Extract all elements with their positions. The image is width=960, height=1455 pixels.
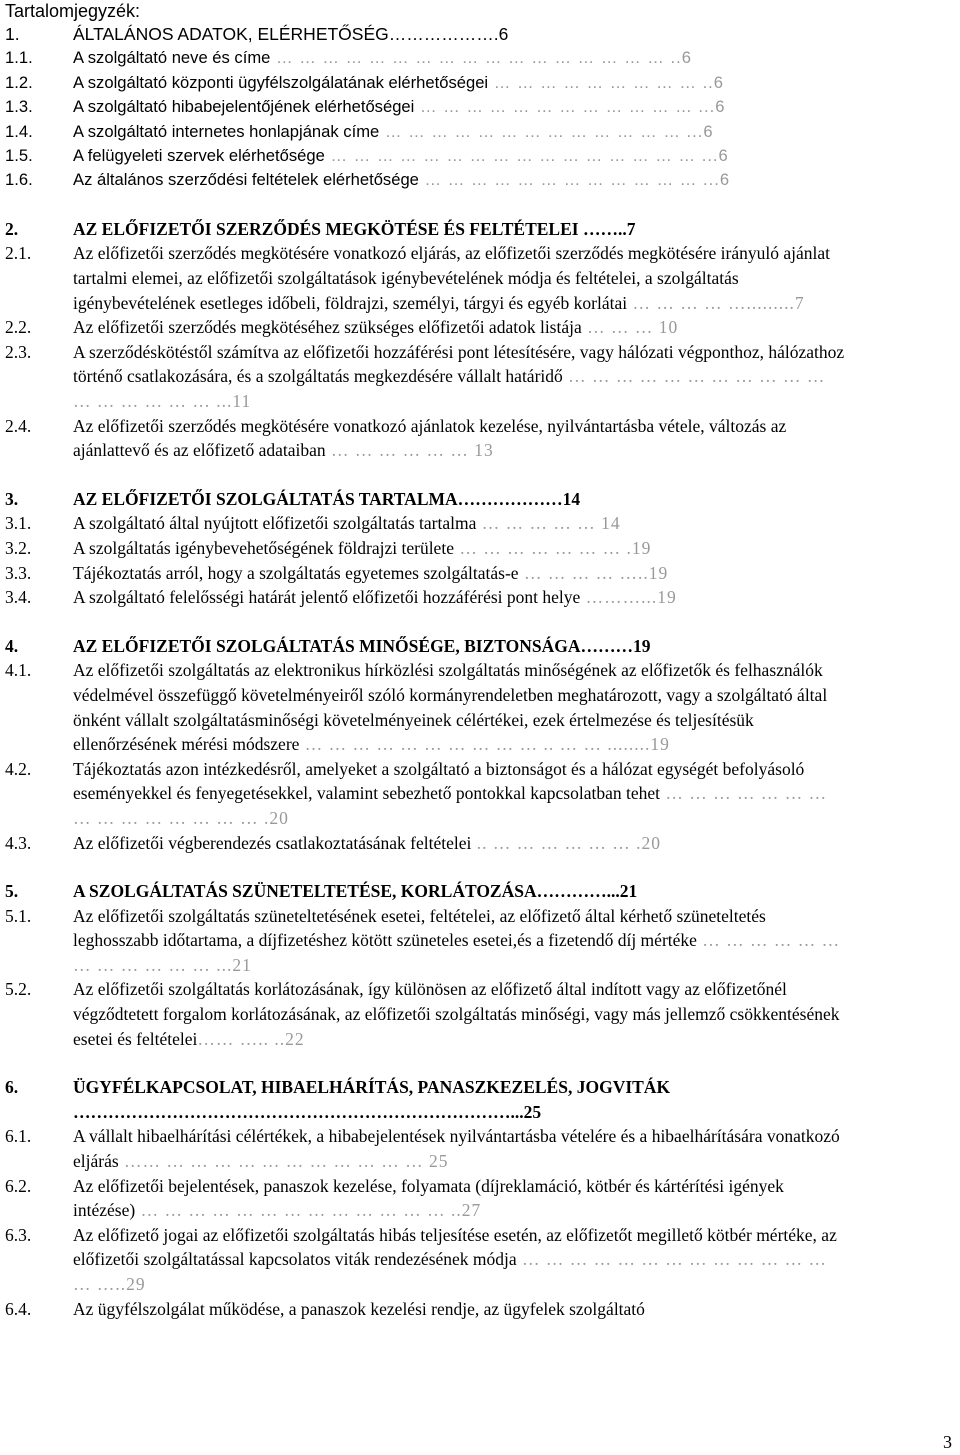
entry-title: A szolgáltatás igénybevehetőségének földrajzi területe [73,537,454,558]
toc-entry [5,1223,845,1297]
toc-title: Tartalomjegyzék: [5,1,141,21]
entry-text [73,95,845,119]
section-number: 5. [5,881,19,902]
section-gap [5,463,845,487]
entry-text [73,1174,845,1223]
entry-title: Az előfizetői szerződés megkötésére vonatkozó eljárás, az előfizetői szerződés megkötésére irányuló ajánlat tartalmi elemei, az előfizetői szolgáltatások igénybevételének módja és feltételei, a szolgáltatás igénybevételének esetleges időbeli, földrajzi, személyi, tárgyi és egyéb korlátai [73,243,831,313]
entry-leader: … … … … … … … … … … … … ... [418,170,720,190]
toc-section-heading [5,1075,845,1124]
toc-section-heading [5,22,845,46]
entry-text [73,241,845,315]
entry-title: Tájékoztatás arról, hogy a szolgáltatás egyetemes szolgáltatás-e [73,562,519,583]
entry-text [73,904,845,978]
entry-page: 6 [719,170,731,190]
entry-number: 6.3. [5,1224,32,1245]
entry-number: 2.1. [5,243,32,264]
entry-title: Az előfizetői szolgáltatás az elektronikus hírközlési szolgáltatás minőségének az előfizetők és felhasználók védelmével összefüggő követelményeiről szóló kormányrendeletben meghatározott, vagy a szolgáltató által önként vállalt szolgáltatásminőségi követelményeinek célértékei, ezek értelmezése és teljesítésük ellenőrzésének mérési módszere [73,660,828,755]
entry-leader: … … … … … … … … … … … … … … … … … ... [73,366,826,411]
toc-entry [5,1124,845,1173]
entry-text [73,536,845,561]
entry-leader: … … … … … … … … … … .. … … ........ [299,734,651,755]
toc-entry [5,46,845,70]
entry-leader: … … … … … … … … … … … … … … … … ... [324,146,719,166]
entry-title: A szolgáltató központi ügyfélszolgálatának elérhetőségei [73,72,489,92]
entry-page: 13 [474,440,494,461]
entry-page: 6 [703,121,714,141]
section-title: A SZOLGÁLTATÁS SZÜNETELTETÉSE, KORLÁTOZÁSA…………...21 [73,881,638,902]
entry-page: 11 [232,391,252,411]
toc-entry [5,977,845,1051]
section-gap [5,1051,845,1075]
entry-page: 6 [715,97,726,117]
section-gap [5,193,845,217]
entry-text [73,144,845,168]
entry-page: 25 [429,1151,449,1172]
entry-page: 19 [648,562,669,583]
entry-leader: …… ….. .. [197,1028,286,1049]
entry-number: 3.1. [5,513,32,534]
entry-title: A szolgáltató hibabejelentőjének elérhetőségei [73,97,415,117]
entry-text [73,585,845,610]
toc-section-heading [5,879,845,904]
entry-page: ......7 [762,292,805,313]
entry-number: 1.4. [5,121,33,141]
entry-page: 19 [650,734,670,755]
toc-entry [5,585,845,610]
toc-list [5,22,845,1321]
entry-title: Az előfizetői végberendezés csatlakoztatásának feltételei [73,832,472,853]
section-title: ÜGYFÉLKAPCSOLAT, HIBAELHÁRÍTÁS, PANASZKEZELÉS, JOGVITÁK …………………………………………………………………...25 [73,1077,671,1122]
section-title: AZ ELŐFIZETŐI SZOLGÁLTATÁS TARTALMA………………14 [73,488,581,509]
entry-text [73,757,845,831]
toc-entry [5,511,845,536]
section-number: 3. [5,488,19,509]
toc-entry [5,241,845,315]
toc-entry [5,340,845,414]
entry-text [73,511,845,536]
entry-leader: … … … … … … … … … … … … … … … . [73,783,828,828]
toc-entry [5,414,845,463]
toc-entry [5,904,845,978]
section-number: 4. [5,635,19,656]
entry-leader: …… … … … … … … … … … … … [118,1151,430,1172]
entry-leader: … … … … ….. [518,562,649,583]
toc-entry [5,71,845,95]
toc-entry [5,831,845,856]
entry-title: Az előfizetői szerződés megkötésére vonatkozó ajánlatok kezelése, nyilvántartásba vétele, változás az ajánlattevő és az előfizető adataiban [73,415,787,461]
entry-leader: … … … … …... [627,292,763,313]
entry-title: A szolgáltató felelősségi határát jelentő előfizetői hozzáférési pont helye [73,587,581,608]
entry-page: 29 [126,1274,146,1294]
entry-number: 2.3. [5,341,32,362]
toc-entry [5,536,845,561]
entry-leader: ………... [580,587,658,608]
entry-page: 10 [658,317,679,338]
section-number: 2. [5,218,19,239]
section-title: AZ ELŐFIZETŐI SZOLGÁLTATÁS MINŐSÉGE, BIZTONSÁGA………19 [73,635,651,656]
entry-leader: … … … [581,317,659,338]
entry-title: Az előfizetői szolgáltatás szüneteltetésének esetei, feltételei, az előfizető által kérhető szüneteltetés leghosszabb időtartama, a díjfizetéshez kötött szüneteles esetei,és a fizetendő díj mértéke [73,905,766,951]
page-number: 3 [943,1432,952,1452]
entry-page: 21 [232,954,252,975]
entry-leader: … … … … … … … … … … … … … … ….. [73,1249,828,1294]
entry-text [73,658,845,756]
entry-leader: … … … … … [476,513,602,534]
entry-text [73,315,845,340]
section-number: 6. [5,1077,19,1098]
entry-number: 3.4. [5,587,32,608]
entry-number: 3.3. [5,562,32,583]
entry-text [73,168,845,192]
entry-leader: … … … … … … … … … … … … … ... [379,121,704,141]
entry-number: 1.6. [5,170,33,190]
toc-entry [5,561,845,586]
entry-title: Az előfizetői szolgáltatás korlátozásának, így különösen az előfizető által indított vagy az előfizetőnél végződtetett forgalom korlátozásának, az előfizetői szolgáltatás minőségi, vagy más jellemző csökkentésének esetei és feltételei [73,979,840,1049]
section-gap [5,610,845,634]
entry-page: 19 [657,587,677,608]
toc-entry [5,168,845,192]
toc-section-heading [5,487,845,512]
entry-leader: … … … … … … … … … .. [488,72,714,92]
entry-page: 14 [601,513,621,534]
toc-section [5,634,845,855]
entry-title: Tájékoztatás azon intézkedésről, amelyeket a szolgáltató a biztonságot és a hálózat egységét befolyásoló eseményekkel és fenyegetésekkel, valamint sebezhető pontokkal kapcsolatban tehet [73,758,805,804]
entry-title: A szolgáltató által nyújtott előfizetői szolgáltatás tartalma [73,513,477,534]
entry-number: 4.3. [5,832,32,853]
entry-title: A vállalt hibaelhárítási célértékek, a hibabejelentések nyilvántartásba vételére és a hibaelhárítására vonatkozó eljárás [73,1126,840,1172]
entry-page: 6 [713,72,725,92]
entry-text [73,414,845,463]
entry-page: 6 [718,146,729,166]
entry-number: 1.5. [5,146,33,166]
entry-number: 6.1. [5,1126,32,1147]
entry-leader: .. … … … … … … . [471,832,642,853]
toc-section [5,22,845,193]
toc-section-heading [5,634,845,659]
entry-text [73,977,845,1051]
entry-text [73,340,845,414]
entry-leader: … … … … … … … . [453,537,632,558]
entry-title: A szolgáltató neve és címe [73,48,271,68]
entry-text [73,1223,845,1297]
entry-title: A szolgáltató internetes honlapjának címe [73,121,380,141]
entry-number: 5.1. [5,905,32,926]
toc-entry [5,1297,845,1322]
entry-page: 20 [641,832,662,853]
entry-number: 6.2. [5,1175,32,1196]
entry-title: Az előfizető jogai az előfizetői szolgáltatás hibás teljesítése esetén, az előfizetőt megillető kötbér mértéke, az előfizetői szolgáltatással kapcsolatos viták rendezésének módja [73,1224,837,1270]
entry-text [73,1297,845,1322]
toc-entry [5,1174,845,1223]
toc-entry [5,95,845,119]
entry-title: Az előfizetői bejelentések, panaszok kezelése, folyamata (díjreklamáció, kötbér és kártérítési igények intézése) [73,1175,784,1221]
toc-entry [5,120,845,144]
entry-number: 1.1. [5,48,33,68]
entry-page: 27 [461,1200,482,1221]
entry-text [73,561,845,586]
section-title: ÁLTALÁNOS ADATOK, ELÉRHETŐSÉG……………….6 [73,24,509,44]
entry-text [73,831,845,856]
entry-title: Az előfizetői szerződés megkötéséhez szükséges előfizetői adatok listája [73,317,582,338]
entry-leader: … … … … … … … … … … … … … … … … … .. [270,48,682,68]
entry-number: 1.3. [5,97,33,117]
entry-text [73,1124,845,1173]
entry-page: 20 [269,807,289,828]
entry-title: A szerződéskötéstől számítva az előfizetői hozzáférési pont létesítésére, vagy hálózati végponthoz, hálózathoz történő csatlakozására, és a szolgáltatás megkezdésére vállalt határidő [73,341,845,387]
entry-leader: … … … … … … … … … … … … ... [414,97,716,117]
toc-section [5,879,845,1051]
entry-leader: … … … … … … [325,440,475,461]
section-gap [5,855,845,879]
entry-number: 1.2. [5,72,33,92]
entry-number: 4.2. [5,758,32,779]
entry-number: 2.4. [5,415,32,436]
toc-section [5,217,845,463]
entry-text [73,71,845,95]
entry-title: A felügyeleti szervek elérhetősége [73,146,325,166]
toc-entry [5,315,845,340]
toc-section [5,487,845,610]
entry-text [73,120,845,144]
toc-entry [5,144,845,168]
toc-page [5,0,845,1321]
entry-number: 3.2. [5,537,32,558]
entry-number: 4.1. [5,660,32,681]
entry-leader: … … … … … … … … … … … … … .. [135,1200,462,1221]
entry-title: Az általános szerződési feltételek elérhetősége [73,170,419,190]
entry-title: Az ügyfélszolgálat működése, a panaszok kezelési rendje, az ügyfelek szolgáltató [73,1298,645,1319]
entry-leader: … … … … … … … … … … … … ... [73,930,841,975]
toc-section-heading [5,217,845,242]
section-number: 1. [5,24,20,44]
toc-section [5,1075,845,1321]
entry-page: 6 [681,48,692,68]
entry-text [73,46,845,70]
toc-entry [5,757,845,831]
entry-number: 6.4. [5,1298,32,1319]
section-title: AZ ELŐFIZETŐI SZERZŐDÉS MEGKÖTÉSE ÉS FELTÉTELEI ……..7 [73,218,636,239]
entry-page: 22 [285,1028,305,1049]
entry-number: 5.2. [5,979,32,1000]
entry-number: 2.2. [5,317,32,338]
entry-page: 19 [631,537,652,558]
toc-entry [5,658,845,756]
